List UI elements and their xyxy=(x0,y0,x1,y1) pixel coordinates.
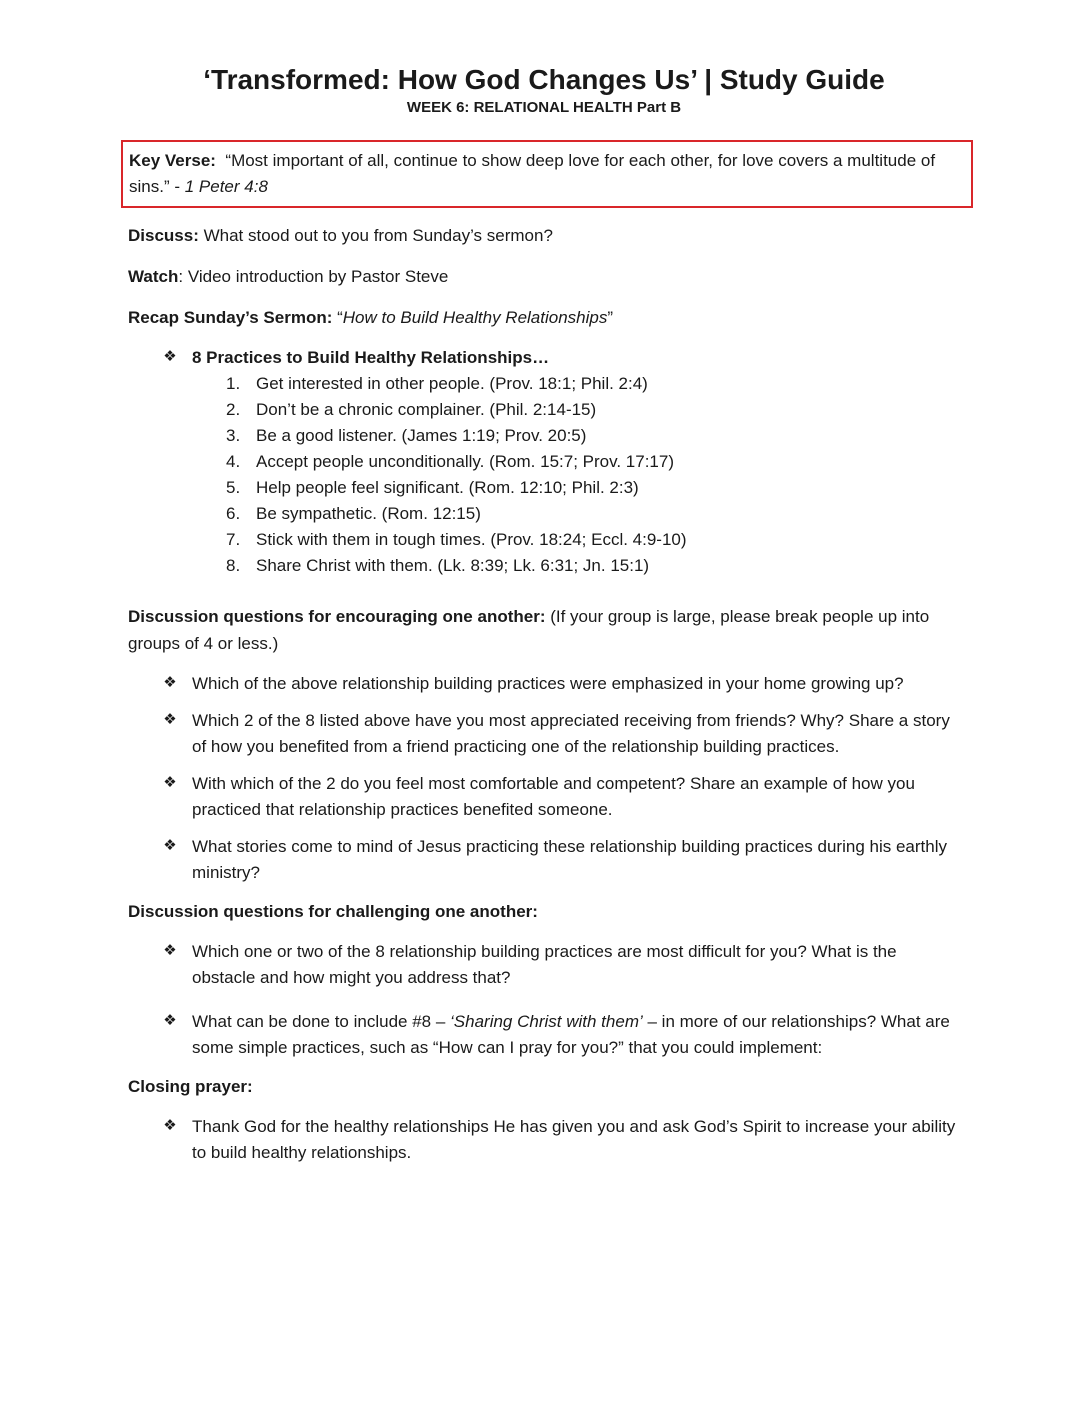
list-item xyxy=(226,475,960,501)
practices-list xyxy=(162,371,960,579)
diamond-bullet-icon: ❖ xyxy=(163,1012,177,1029)
item-text: Be sympathetic. (Rom. 12:15) xyxy=(256,504,481,523)
question-text: What stories come to mind of Jesus practicing these relationship building practices during his earthly ministry? xyxy=(192,837,947,882)
sermon-title: How to Build Healthy Relationships xyxy=(342,308,608,327)
list-item xyxy=(226,371,960,397)
item-number: 5. xyxy=(226,478,241,497)
diamond-bullet-icon: ❖ xyxy=(163,1117,177,1134)
watch-text: : Video introduction by Pastor Steve xyxy=(178,267,449,286)
question-text: Which 2 of the 8 listed above have you most appreciated receiving from friends? Why? Share a story of how you benefited from a friend practicing one of the relationship building practices. xyxy=(192,711,950,756)
encouraging-questions xyxy=(162,671,960,886)
item-text: Help people feel significant. (Rom. 12:10; Phil. 2:3) xyxy=(256,478,639,497)
closing-list xyxy=(162,1114,960,1166)
list-item xyxy=(226,553,960,579)
diamond-bullet-icon: ❖ xyxy=(163,348,177,365)
list-item xyxy=(226,397,960,423)
item-number: 6. xyxy=(226,504,241,523)
item-text: Stick with them in tough times. (Prov. 18:24; Eccl. 4:9-10) xyxy=(256,530,687,549)
encouraging-note: (If your group is large, please break people up into groups of 4 or less.) xyxy=(128,607,930,653)
discuss-line xyxy=(128,222,960,249)
question-text-after: – in more of our relationships? What are some simple practices, such as “How can I pray for you?” that you could implement: xyxy=(192,1012,950,1057)
question-item xyxy=(162,834,960,886)
question-item xyxy=(162,671,960,697)
practices-heading-text: 8 Practices to Build Healthy Relationships… xyxy=(192,348,550,367)
challenging-heading: Discussion questions for challenging one another: xyxy=(128,902,538,921)
item-text: Be a good listener. (James 1:19; Prov. 20:5) xyxy=(256,426,587,445)
question-item xyxy=(162,939,960,991)
item-number: 4. xyxy=(226,452,241,471)
item-text: Don’t be a chronic complainer. (Phil. 2:14-15) xyxy=(256,400,597,419)
practices-block xyxy=(162,345,960,579)
list-item xyxy=(226,527,960,553)
key-verse-box xyxy=(121,140,973,208)
question-item xyxy=(162,708,960,760)
diamond-bullet-icon: ❖ xyxy=(163,942,177,959)
diamond-bullet-icon: ❖ xyxy=(163,837,177,854)
discuss-text: What stood out to you from Sunday’s sermon? xyxy=(198,226,553,245)
diamond-bullet-icon: ❖ xyxy=(163,711,177,728)
page-subtitle: WEEK 6: RELATIONAL HEALTH Part B xyxy=(406,99,682,116)
list-item xyxy=(226,423,960,449)
diamond-bullet-icon: ❖ xyxy=(163,774,177,791)
encouraging-label: Discussion questions for encouraging one another: xyxy=(128,607,546,626)
closing-heading: Closing prayer: xyxy=(128,1077,253,1096)
question-text: With which of the 2 do you feel most comfortable and competent? Share an example of how you practiced that relationship practices benefited someone. xyxy=(192,774,915,819)
discuss-label: Discuss: xyxy=(128,226,199,245)
item-text: Accept people unconditionally. (Rom. 15:7; Prov. 17:17) xyxy=(256,452,674,471)
diamond-bullet-icon: ❖ xyxy=(163,674,177,691)
encouraging-intro xyxy=(128,603,960,657)
question-text-italic: ‘Sharing Christ with them’ xyxy=(450,1012,643,1031)
key-verse-reference: 1 Peter 4:8 xyxy=(184,177,268,196)
question-item xyxy=(162,771,960,823)
question-text: Which one or two of the 8 relationship building practices are most difficult for you? What is the obstacle and how might you address that? xyxy=(192,942,897,987)
item-number: 3. xyxy=(226,426,241,445)
item-number: 1. xyxy=(226,374,241,393)
item-number: 7. xyxy=(226,530,241,549)
question-text-before: What can be done to include #8 – xyxy=(192,1012,451,1031)
challenging-questions xyxy=(162,939,960,1061)
recap-close-quote: ” xyxy=(607,308,614,327)
practices-heading xyxy=(162,345,960,371)
recap-line xyxy=(128,304,960,331)
question-item xyxy=(162,1009,960,1061)
list-item xyxy=(226,449,960,475)
question-text: Which of the above relationship building practices were emphasized in your home growing up? xyxy=(192,674,904,693)
list-item xyxy=(226,501,960,527)
watch-label: Watch xyxy=(128,267,179,286)
recap-label: Recap Sunday’s Sermon: xyxy=(128,308,333,327)
recap-open-quote: “ xyxy=(332,308,343,327)
key-verse-text: “Most important of all, continue to show deep love for each other, for love covers a multitude of sins.” - xyxy=(129,151,936,196)
item-text: Share Christ with them. (Lk. 8:39; Lk. 6:31; Jn. 15:1) xyxy=(256,556,650,575)
key-verse-label: Key Verse: xyxy=(129,151,216,170)
closing-item xyxy=(162,1114,960,1166)
item-number: 8. xyxy=(226,556,241,575)
watch-line xyxy=(128,263,960,290)
item-text: Get interested in other people. (Prov. 18:1; Phil. 2:4) xyxy=(256,374,648,393)
study-guide-page xyxy=(128,62,960,1177)
page-title: ‘Transformed: How God Changes Us’ | Study Guide xyxy=(203,64,885,95)
closing-text: Thank God for the healthy relationships He has given you and ask God’s Spirit to increase your ability to build healthy relationships. xyxy=(192,1117,956,1162)
item-number: 2. xyxy=(226,400,241,419)
